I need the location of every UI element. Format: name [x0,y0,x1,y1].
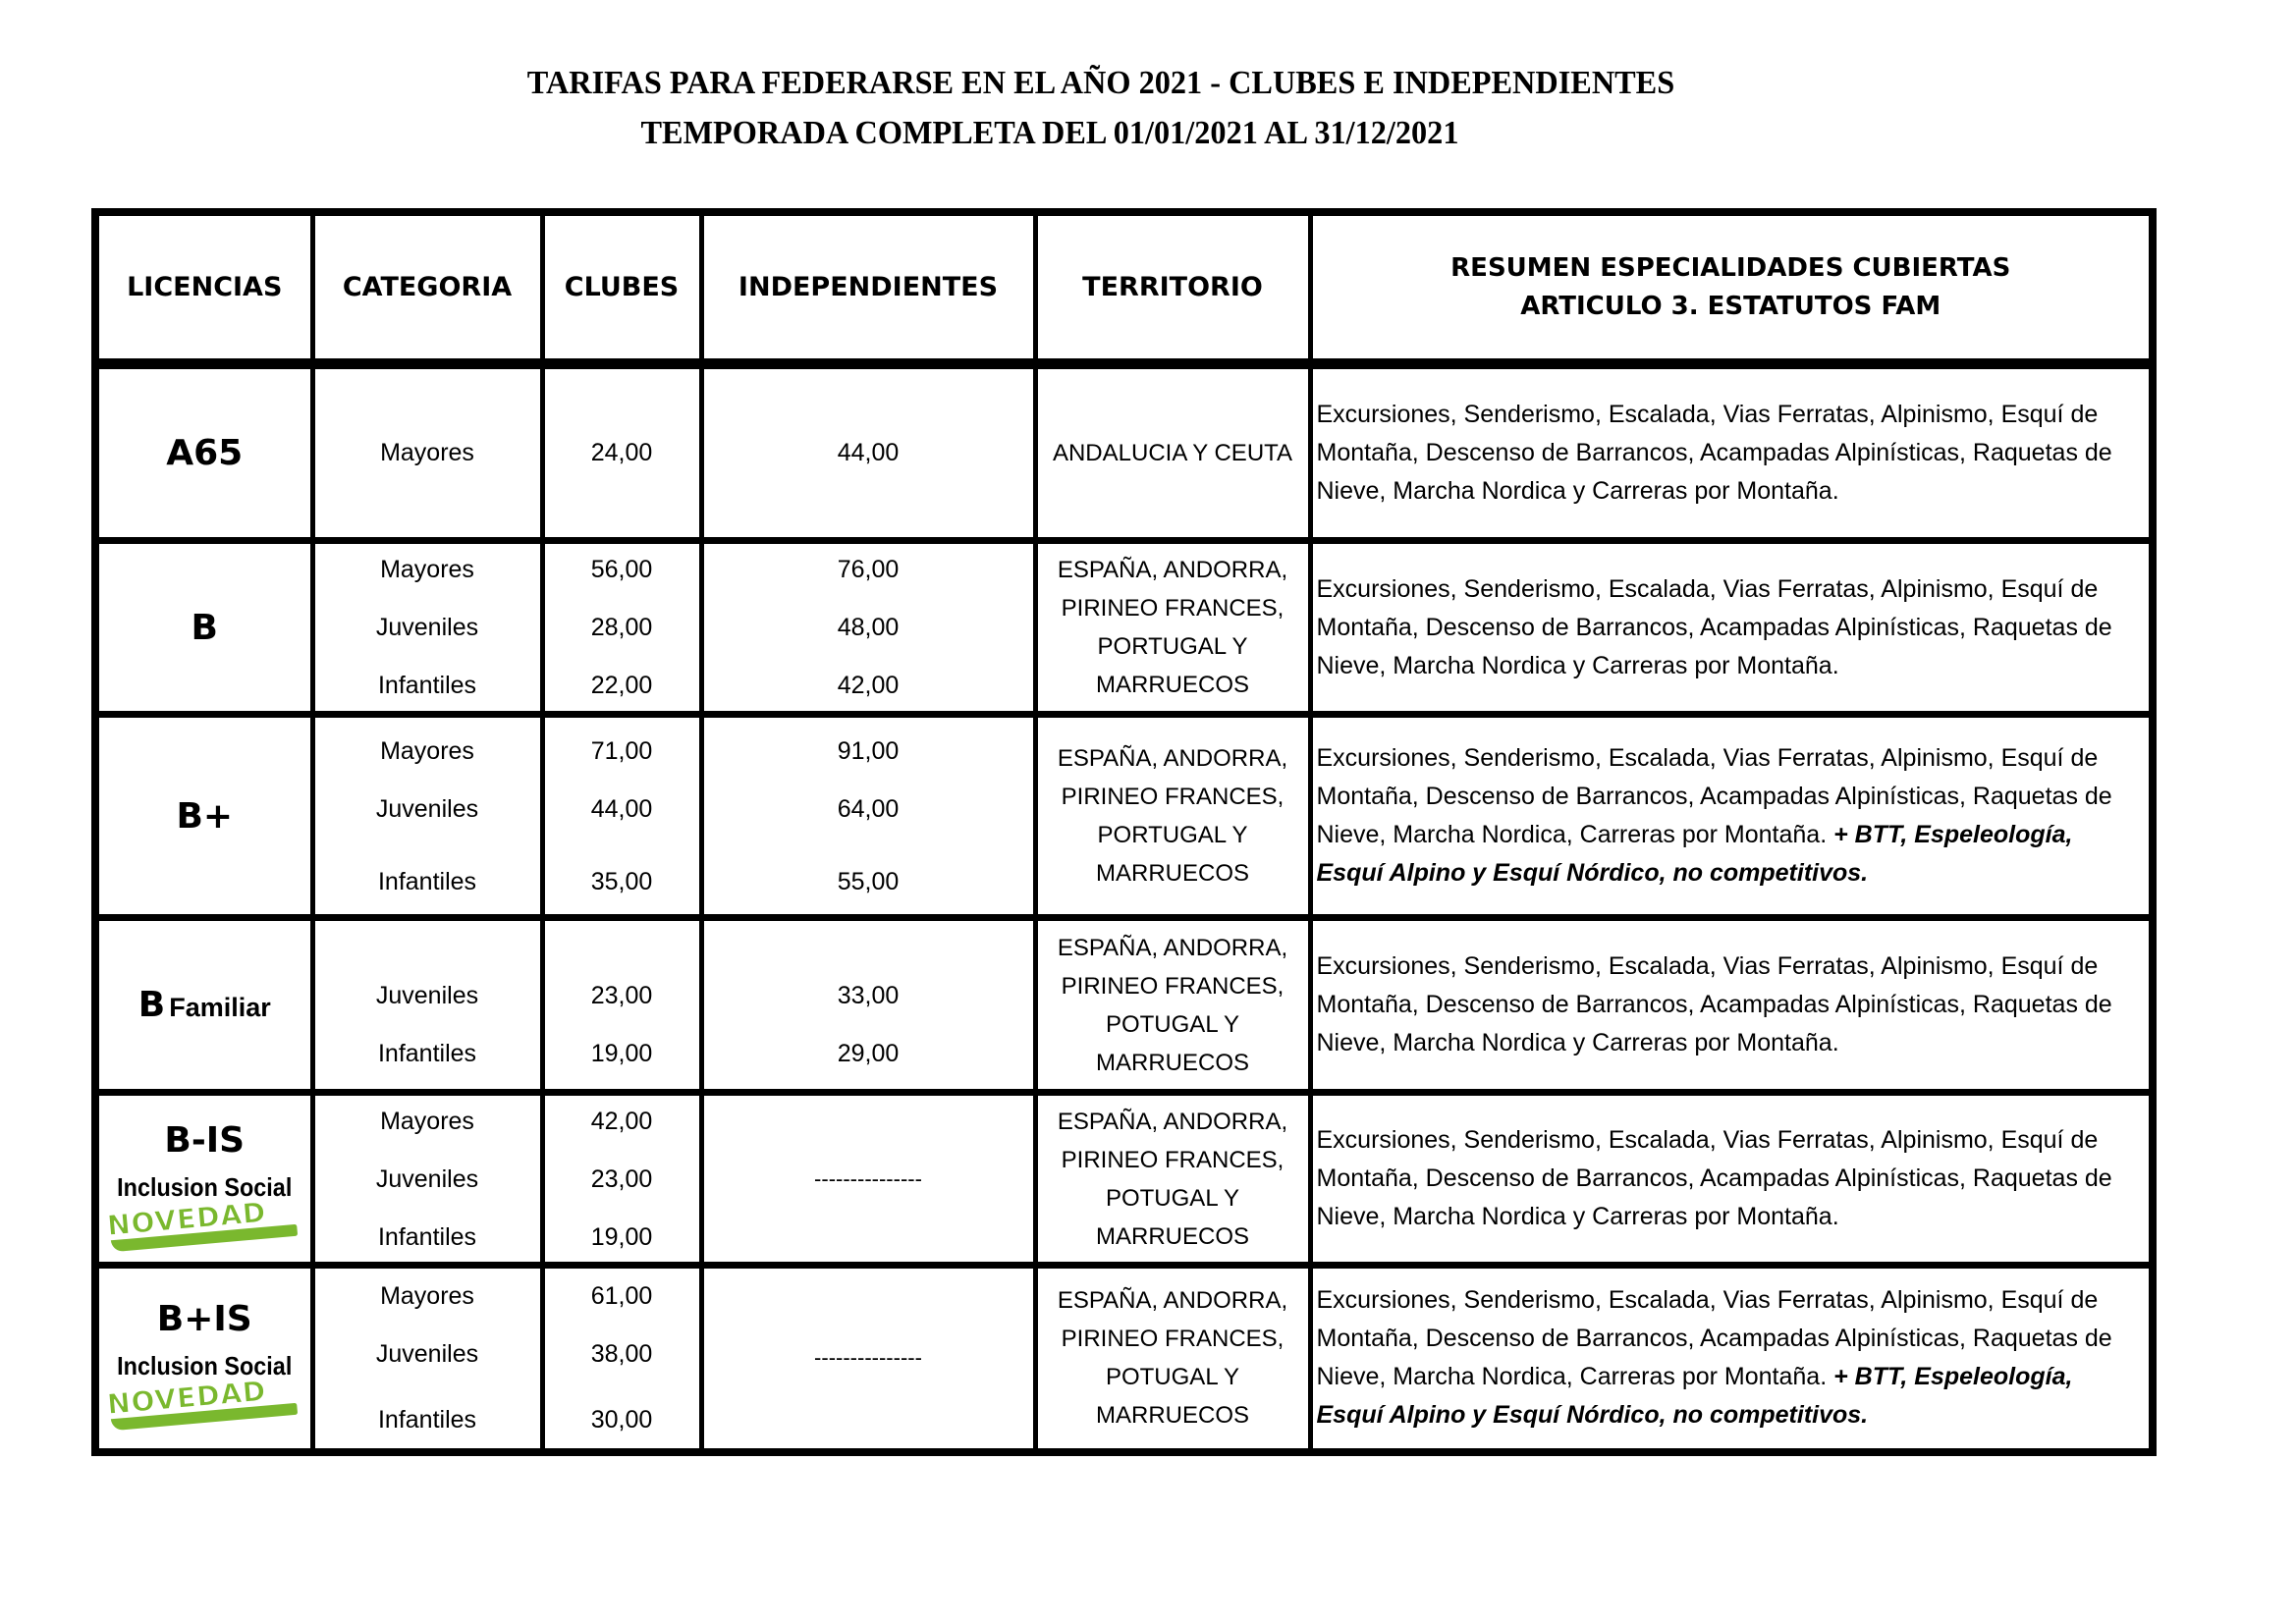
territorio-cell [1035,715,1310,918]
territorio-line: POTUGAL Y [1105,1184,1240,1212]
descripcion-base: Excursiones, Senderismo, Escalada, Vias Ferratas, Alpinismo, Esquí de Montaña, Descenso de Barrancos, Acampadas Alpinísticas, Raquetas de Nieve, Marcha Nordica, Carreras por Montaña. [1316,744,2112,848]
independientes-cell [701,918,1035,1093]
territorio-line: ESPAÑA, ANDORRA, [1057,1287,1288,1315]
licencia-cell [95,1266,312,1452]
independientes-value: 29,00 [837,1040,900,1067]
independientes-value: 48,00 [837,614,900,641]
categoria-value: Juveniles [375,794,479,823]
clubes-cell [542,541,701,715]
header-resumen-line2: ARTICULO 3. ESTATUTOS FAM [1520,291,1941,321]
territorio-cell [1035,1266,1310,1452]
independientes-cell: --------------- [701,1266,1035,1452]
categoria-value: Infantiles [377,1222,477,1251]
territorio-line: POTUGAL Y [1105,1010,1240,1038]
clubes-cell [542,1266,701,1452]
independientes-value: 42,00 [837,672,900,699]
descripcion-cell: Excursiones, Senderismo, Escalada, Vias Ferratas, Alpinismo, Esquí de Montaña, Descenso de Barrancos, Acampadas Alpinísticas, Raquetas de Nieve, Marcha Nordica y Carreras por Montaña. [1310,1093,2153,1266]
clubes-cell: 24,00 [542,364,701,541]
clubes-value: 61,00 [590,1282,653,1311]
territorio-line: PIRINEO FRANCES, [1061,784,1285,810]
table-row-b-is [95,1093,2153,1266]
categoria-value: Juveniles [375,1340,479,1369]
licencia-cell [95,918,312,1093]
clubes-value: 56,00 [590,556,653,583]
categoria-cell [312,541,542,715]
categoria-value: Mayores [380,1107,474,1135]
categoria-value: Mayores [380,736,474,765]
categoria-value: Juveniles [375,982,479,1009]
licencia-code: B+IS [156,1299,252,1340]
categoria-cell [312,1266,542,1452]
novedad-label: NOVEDAD [106,1375,268,1422]
header-categoria: CATEGORIA [312,212,542,364]
categoria-cell: Mayores [312,364,542,541]
inclusion-social-label: Inclusion Social [117,1171,293,1202]
clubes-value: 23,00 [590,982,653,1009]
header-clubes: CLUBES [542,212,701,364]
independientes-cell [701,715,1035,918]
categoria-value: Juveniles [375,1164,479,1193]
header-independientes: INDEPENDIENTES [701,212,1035,364]
territorio-cell [1035,1093,1310,1266]
licencia-sub: Familiar [169,993,271,1022]
clubes-value: 19,00 [590,1040,653,1067]
novedad-label: NOVEDAD [106,1195,268,1242]
independientes-value: 91,00 [837,736,900,765]
territorio-cell [1035,918,1310,1093]
territorio-line: MARRUECOS [1095,1049,1249,1076]
clubes-value: 19,00 [590,1222,653,1251]
clubes-cell [542,918,701,1093]
descripcion-cell [1310,1266,2153,1452]
clubes-value: 71,00 [590,736,653,765]
territorio-line: POTUGAL Y [1105,1364,1240,1391]
territorio-line: PIRINEO FRANCES, [1061,1326,1285,1353]
categoria-value: Infantiles [377,867,477,895]
table-header-row [95,212,2153,364]
novedad-badge-icon [101,1375,307,1429]
categoria-cell [312,715,542,918]
descripcion-cell: Excursiones, Senderismo, Escalada, Vias Ferratas, Alpinismo, Esquí de Montaña, Descenso de Barrancos, Acampadas Alpinísticas, Raquetas de Nieve, Marcha Nordica y Carreras por Montaña. [1310,918,2153,1093]
inclusion-social-label: Inclusion Social [117,1351,293,1381]
categoria-value: Infantiles [377,1406,477,1435]
descripcion-cell: Excursiones, Senderismo, Escalada, Vias Ferratas, Alpinismo, Esquí de Montaña, Descenso de Barrancos, Acampadas Alpinísticas, Raquetas de Nieve, Marcha Nordica y Carreras por Montaña. [1310,364,2153,541]
independientes-value: 64,00 [837,794,900,823]
independientes-value: 76,00 [837,556,900,583]
clubes-value: 42,00 [590,1107,653,1135]
table-row-b-familiar [95,918,2153,1093]
territorio-line: ESPAÑA, ANDORRA, [1057,557,1288,583]
territorio-line: ESPAÑA, ANDORRA, [1057,1108,1288,1135]
clubes-cell [542,715,701,918]
descripcion-cell [1310,715,2153,918]
clubes-value: 22,00 [590,672,653,699]
territorio-line: ESPAÑA, ANDORRA, [1057,934,1288,961]
territorio-line: MARRUECOS [1095,1222,1249,1250]
clubes-cell [542,1093,701,1266]
descripcion-cell: Excursiones, Senderismo, Escalada, Vias Ferratas, Alpinismo, Esquí de Montaña, Descenso de Barrancos, Acampadas Alpinísticas, Raquetas de Nieve, Marcha Nordica y Carreras por Montaña. [1310,541,2153,715]
categoria-value: Infantiles [377,672,477,699]
territorio-cell [1035,541,1310,715]
header-territorio: TERRITORIO [1035,212,1310,364]
clubes-value: 23,00 [590,1164,653,1193]
clubes-value: 44,00 [590,794,653,823]
categoria-value: Mayores [380,556,474,583]
territorio-line: PORTUGAL Y [1097,822,1248,848]
categoria-value: Juveniles [375,614,479,641]
clubes-value: 28,00 [590,614,653,641]
categoria-value: Mayores [380,1282,474,1311]
licencia-code: B [137,985,166,1025]
independientes-value: 55,00 [837,867,900,895]
independientes-cell [701,541,1035,715]
novedad-badge-icon [101,1195,307,1250]
territorio-line: MARRUECOS [1095,672,1249,698]
independientes-cell: --------------- [701,1093,1035,1266]
table-row-b-plus [95,715,2153,918]
clubes-value: 35,00 [590,867,653,895]
table-row-a65 [95,364,2153,541]
territorio-line: PIRINEO FRANCES, [1061,595,1285,622]
independientes-cell: 44,00 [701,364,1035,541]
licencia-cell [95,1093,312,1266]
territorio-line: PIRINEO FRANCES, [1061,1146,1285,1173]
tarifas-table [91,208,2157,1456]
territorio-line: ESPAÑA, ANDORRA, [1057,745,1288,772]
territorio-line: PIRINEO FRANCES, [1061,972,1285,1000]
document-title: TARIFAS PARA FEDERARSE EN EL AÑO 2021 - CLUBES E INDEPENDIENTES [526,65,1675,101]
clubes-value: 30,00 [590,1406,653,1435]
categoria-cell [312,918,542,1093]
territorio-line: MARRUECOS [1095,1402,1249,1430]
header-resumen-line1: RESUMEN ESPECIALIDADES CUBIERTAS [1450,252,2011,283]
territorio-cell: ANDALUCIA Y CEUTA [1035,364,1310,541]
table-row-b-plus-is [95,1266,2153,1452]
document-subtitle: TEMPORADA COMPLETA DEL 01/01/2021 AL 31/12/2021 [640,115,1459,151]
header-resumen [1310,212,2153,364]
licencia-cell: B+ [95,715,312,918]
categoria-cell [312,1093,542,1266]
licencia-code: B-IS [164,1119,246,1161]
table-row-b [95,541,2153,715]
descripcion-extra: + BTT, Espeleología, Esquí Alpino y Esquí Nórdico, no competitivos. [1316,821,2073,887]
descripcion-extra: + BTT, Espeleología, Esquí Alpino y Esquí Nórdico, no competitivos. [1316,1363,2073,1430]
descripcion-base: Excursiones, Senderismo, Escalada, Vias Ferratas, Alpinismo, Esquí de Montaña, Descenso de Barrancos, Acampadas Alpinísticas, Raquetas de Nieve, Marcha Nordica, Carreras por Montaña. [1316,1286,2112,1391]
header-licencias: LICENCIAS [95,212,312,364]
licencia-cell: A65 [95,364,312,541]
licencia-cell: B [95,541,312,715]
territorio-line: PORTUGAL Y [1097,633,1248,660]
clubes-value: 38,00 [590,1340,653,1369]
categoria-value: Infantiles [377,1040,477,1067]
independientes-value: 33,00 [837,982,900,1009]
territorio-line: MARRUECOS [1095,860,1249,887]
